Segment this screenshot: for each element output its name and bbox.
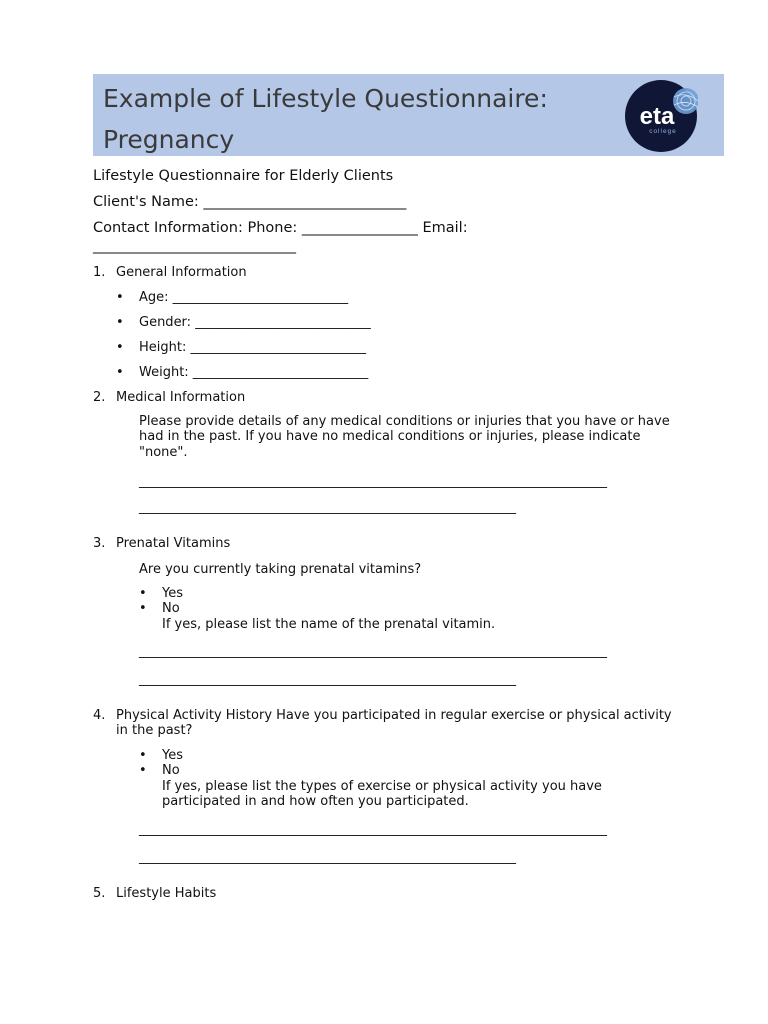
questionnaire-subtitle: Lifestyle Questionnaire for Elderly Clients: [93, 168, 394, 184]
physical-activity-followup: If yes, please list the types of exercise or physical activity you have participated in and how often you participated.: [162, 779, 602, 810]
bullet-icon: •: [116, 290, 124, 305]
section-title-medical-information: Medical Information: [116, 390, 246, 405]
document-title: Example of Lifestyle Questionnaire: Pregnancy: [103, 84, 548, 154]
section-number: 1.: [93, 265, 106, 280]
option-yes: Yes: [162, 586, 183, 601]
bullet-icon: •: [139, 763, 147, 778]
bullet-icon: •: [116, 365, 124, 380]
logo-subtext: college: [649, 128, 677, 135]
section-title-general-information: General Information: [116, 265, 247, 280]
answer-line: __________________________________________________________: [139, 672, 516, 687]
bullet-icon: •: [139, 748, 147, 763]
answer-line: __________________________________________________________: [139, 850, 516, 865]
option-yes: Yes: [162, 748, 183, 763]
prenatal-vitamins-followup: If yes, please list the name of the prenatal vitamin.: [162, 617, 496, 632]
answer-line: ________________________________________________________________________: [139, 822, 607, 837]
option-no: No: [162, 763, 180, 778]
height-field: Height: ___________________________: [139, 340, 366, 355]
section-title-lifestyle-habits: Lifestyle Habits: [116, 886, 217, 901]
section-title-physical-activity-history: Physical Activity History Have you participated in regular exercise or physical activity in the past?: [116, 708, 672, 739]
medical-information-prompt: Please provide details of any medical conditions or injuries that you have or have had in the past. If you have no medical conditions or injuries, please indicate "none".: [139, 414, 670, 460]
section-number: 5.: [93, 886, 106, 901]
email-field-line: ____________________________: [93, 238, 296, 254]
age-field: Age: ___________________________: [139, 290, 349, 305]
contact-information-field: Contact Information: Phone: ________________ Email:: [93, 220, 468, 236]
eta-college-logo-icon: [624, 79, 698, 153]
bullet-icon: •: [139, 601, 147, 616]
bullet-icon: •: [116, 340, 124, 355]
bullet-icon: •: [139, 586, 147, 601]
title-banner: [93, 74, 724, 156]
section-number: 3.: [93, 536, 106, 551]
weight-field: Weight: ___________________________: [139, 365, 369, 380]
section-number: 4.: [93, 708, 106, 723]
bullet-icon: •: [116, 315, 124, 330]
gender-field: Gender: ___________________________: [139, 315, 371, 330]
prenatal-vitamins-question: Are you currently taking prenatal vitamins?: [139, 562, 422, 577]
answer-line: ________________________________________________________________________: [139, 474, 607, 489]
logo-wordmark: eta: [639, 103, 675, 130]
answer-line: ________________________________________________________________________: [139, 644, 607, 659]
section-title-prenatal-vitamins: Prenatal Vitamins: [116, 536, 231, 551]
answer-line: __________________________________________________________: [139, 500, 516, 515]
option-no: No: [162, 601, 180, 616]
section-number: 2.: [93, 390, 106, 405]
client-name-field: Client's Name: ____________________________: [93, 194, 407, 210]
